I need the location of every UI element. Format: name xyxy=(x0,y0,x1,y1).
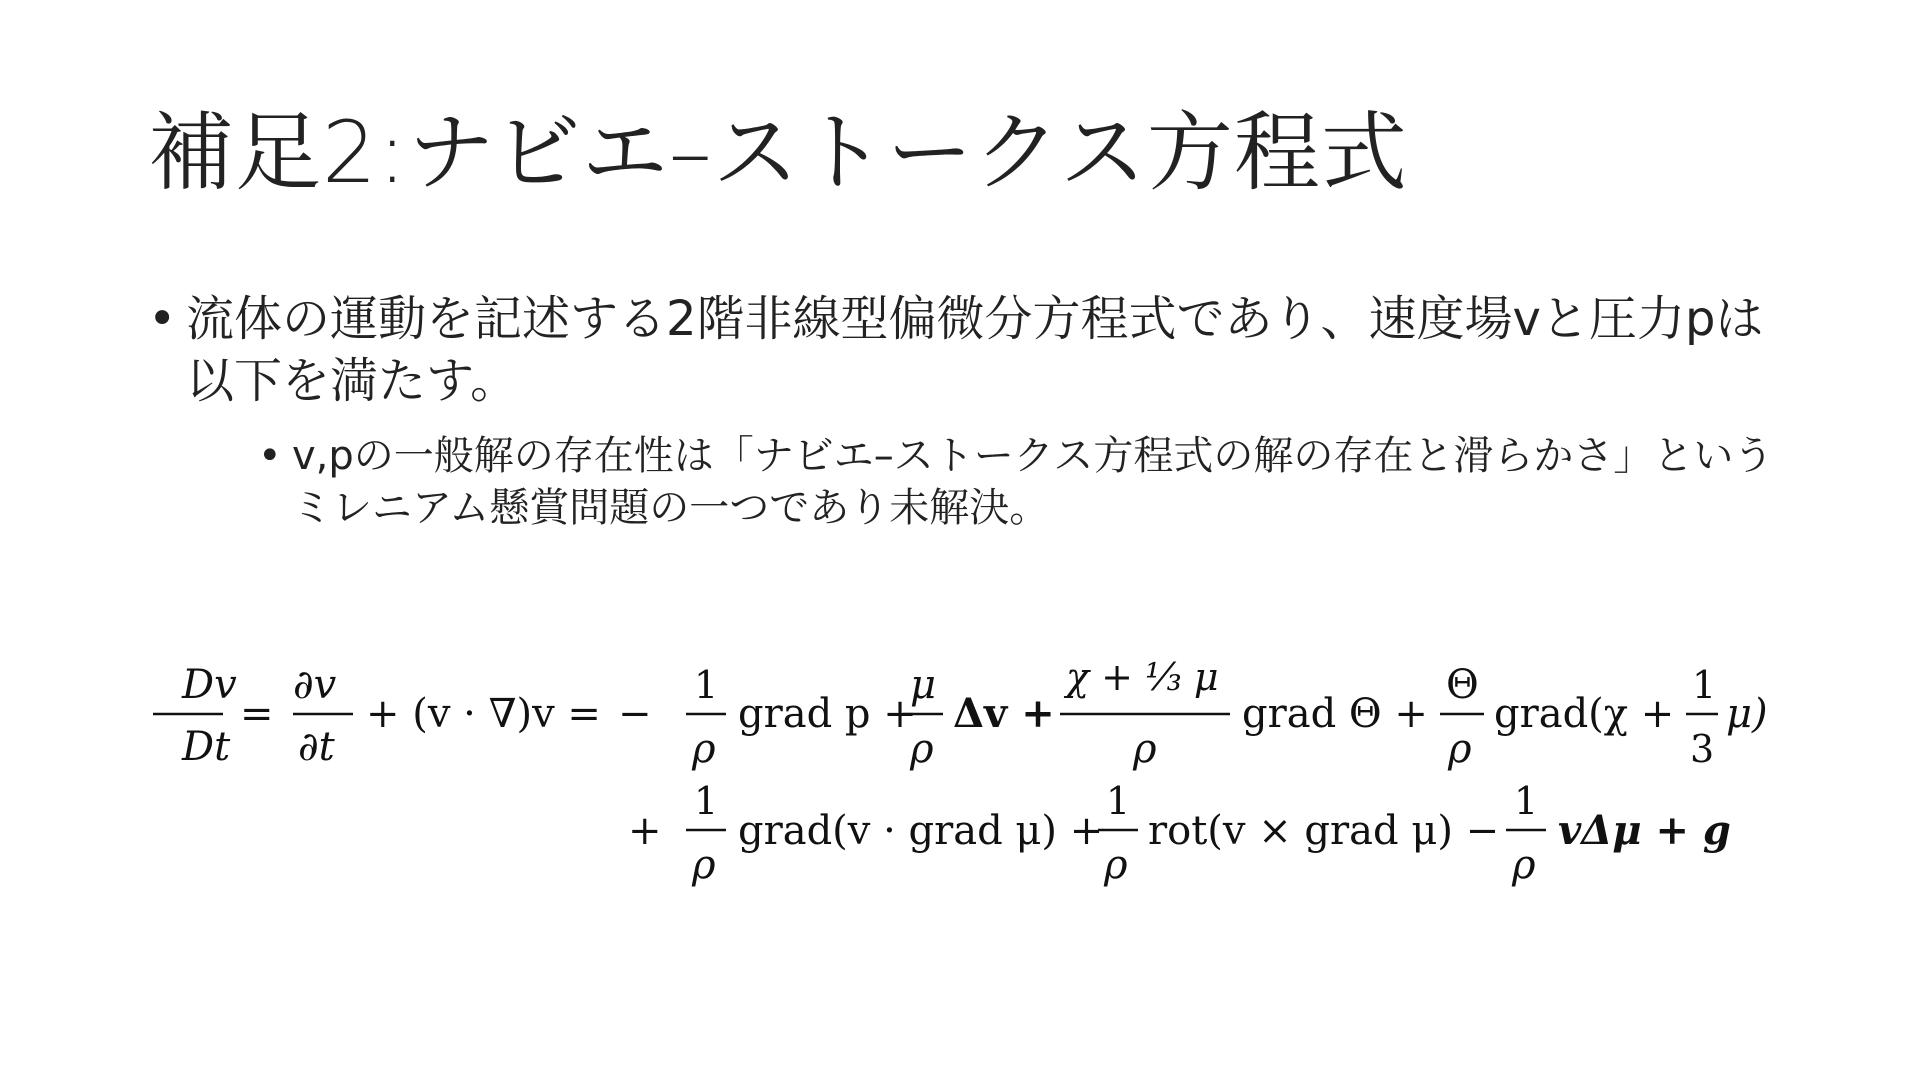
bullet-item xyxy=(148,288,1808,534)
eq-rho: ρ xyxy=(692,726,716,772)
eq-rho: ρ xyxy=(692,842,716,888)
eq-partial-numerator: ∂v xyxy=(293,662,337,708)
eq-minus: − xyxy=(618,691,652,737)
eq-rho: ρ xyxy=(1448,726,1472,772)
eq-partial-denominator: ∂t xyxy=(298,724,335,770)
eq-grad-p-term: grad p + xyxy=(738,691,917,737)
eq-grad-theta-term: grad Θ + xyxy=(1242,691,1428,737)
eq-final-term: vΔμ + g xyxy=(1558,807,1731,854)
eq-laplacian-term: Δv + xyxy=(953,690,1055,737)
eq-one: 1 xyxy=(694,663,719,707)
bullet-text: 流体の運動を記述する2階非線型偏微分方程式であり、速度場vと圧力pは以下を満たす。 xyxy=(186,291,1764,409)
sub-bullet-text: v,pの一般解の存在性は「ナビエ–ストークス方程式の解の存在と滑らかさ」というミレニアム懸賞問題の一つであり未解決。 xyxy=(292,433,1774,531)
eq-advection-term: + (v · ∇)v = xyxy=(366,691,601,737)
eq-mu-close: μ) xyxy=(1726,691,1768,737)
eq-one: 1 xyxy=(1692,663,1717,707)
eq-rho: ρ xyxy=(1104,842,1128,888)
slide-title: 補足2:ナビエ–ストークス方程式 xyxy=(148,103,1408,203)
eq-rho: ρ xyxy=(910,726,934,772)
eq-one: 1 xyxy=(1514,779,1539,823)
navier-stokes-equation xyxy=(148,650,1788,900)
eq-theta: Θ xyxy=(1446,662,1479,708)
equation-svg xyxy=(148,650,1788,900)
bullet-list xyxy=(148,288,1808,534)
eq-rho: ρ xyxy=(1512,842,1536,888)
eq-mu: μ xyxy=(910,662,936,708)
eq-three: 3 xyxy=(1690,727,1715,771)
eq-plus: + xyxy=(628,808,662,854)
eq-lhs-denominator: Dt xyxy=(182,724,231,770)
eq-one: 1 xyxy=(1106,779,1131,823)
eq-one: 1 xyxy=(694,779,719,823)
eq-grad-chi-term: grad(χ + xyxy=(1494,691,1675,737)
eq-lhs-numerator: Dv xyxy=(182,662,237,708)
eq-rot-term: rot(v × grad μ) − xyxy=(1148,808,1500,854)
sub-bullet-item xyxy=(258,430,1808,534)
eq-rho: ρ xyxy=(1133,726,1157,772)
eq-grad-v-grad-mu-term: grad(v · grad μ) + xyxy=(738,808,1104,854)
eq-equals: = xyxy=(240,691,274,737)
eq-chi-third-mu: χ + ⅓ μ xyxy=(1066,655,1219,699)
